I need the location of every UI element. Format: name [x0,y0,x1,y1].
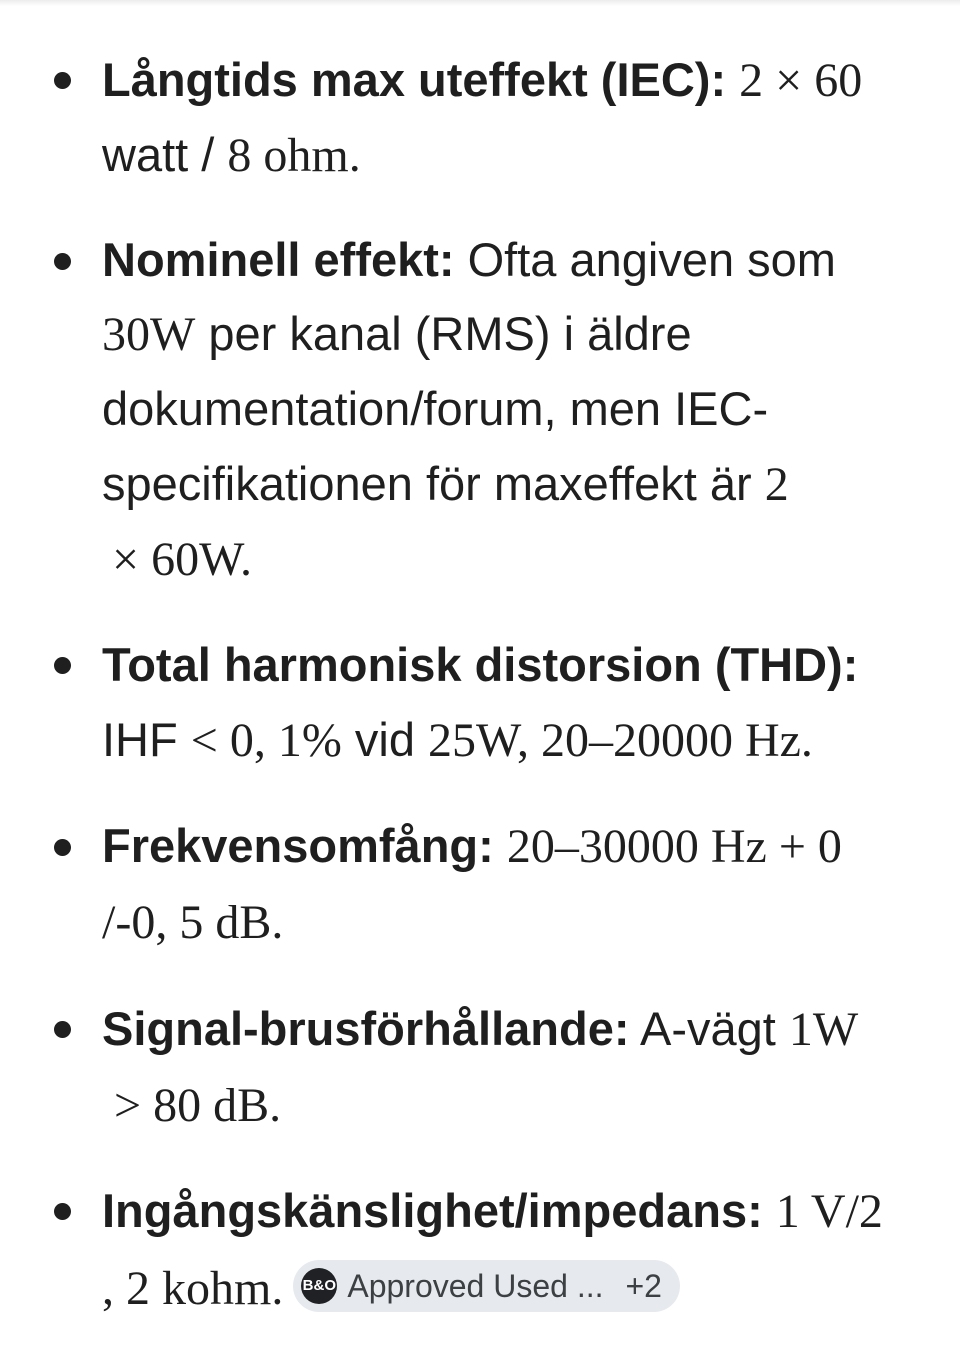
spec-value: /-0, 5 dB. [102,896,284,949]
bullet-icon [54,253,71,270]
spec-value: 20–30000 Hz + 0 [506,820,842,873]
spec-value: 30W [102,308,196,361]
spec-term: Långtids max uteffekt (IEC): [102,53,727,106]
spec-term: Total harmonisk distorsion (THD): [102,638,859,691]
list-item-line [102,808,842,884]
spec-value: 1W [788,1003,859,1056]
spec-value: IHF [102,713,191,766]
list-item-line [102,884,283,960]
spec-value: per kanal (RMS) i äldre [195,307,692,360]
spec-value: 2 [764,458,789,511]
list-item-line [112,521,252,597]
spec-term: Ingångskänslighet/impedans: [102,1184,763,1237]
bullet-icon [54,1203,71,1220]
bullet-icon [54,72,71,89]
spec-value: vid [341,713,429,766]
spec-value: > 80 dB. [114,1079,282,1132]
spec-value: 25W, 20–20000 Hz. [428,714,813,767]
spec-value: 1 V/2 [775,1185,883,1238]
source-chip-label: Approved Used ... [347,1267,604,1304]
list-item-line [102,1173,883,1249]
spec-term: Nominell effekt: [102,233,455,286]
bullet-icon [54,1021,71,1038]
spec-value: 2 × 60 [739,54,863,107]
list-item-line [102,991,858,1067]
list-item-line [102,627,858,703]
bang-olufsen-logo-icon: B&O [301,1268,337,1304]
list-item-line [102,296,692,372]
list-item-line [102,42,862,118]
spec-value: 8 ohm. [227,129,361,182]
bullet-icon [54,657,71,674]
list-item-line [102,371,768,447]
list-item-line [102,1250,680,1326]
spec-term: Frekvensomfång: [102,819,494,872]
list-item-line [102,222,836,298]
spec-value: watt / [102,128,228,181]
list-item-line [102,117,361,193]
list-item-line [102,446,789,522]
spec-value: dokumentation/forum, men IEC- [102,382,769,435]
bullet-icon [54,839,71,856]
spec-value: < 0, 1% [190,714,342,767]
list-item-line [102,702,813,778]
spec-value: Ofta angiven som [454,233,836,286]
spec-value: × 60W. [112,533,252,586]
source-chip[interactable] [293,1260,680,1312]
top-edge-shadow [0,0,960,6]
spec-value: A-vägt [629,1002,789,1055]
spec-value: specifikationen för maxeffekt är [102,457,765,510]
list-item-line [114,1067,281,1143]
spec-value: , 2 kohm. [102,1262,284,1315]
spec-term: Signal-brusförhållande: [102,1002,630,1055]
source-chip-more-count: +2 [625,1267,662,1304]
